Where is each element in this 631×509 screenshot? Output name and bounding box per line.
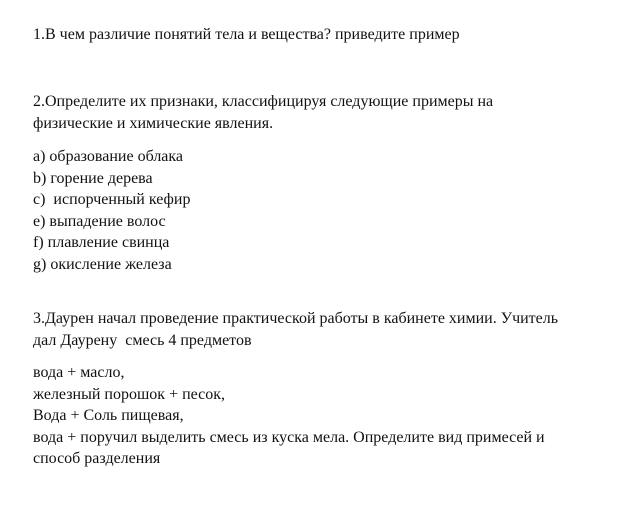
list-item: железный порошок + песок, <box>33 385 226 403</box>
list-item: вода + поручил выделить смесь из куска мела. Определите вид примесей и <box>33 428 545 446</box>
list-item: g) окисление железа <box>33 255 172 273</box>
list-item: c) испорченный кефир <box>33 191 191 208</box>
question-1-text: 1.В чем различие понятий тела и вещества? приведите пример <box>33 26 460 43</box>
list-item: f) плавление свинца <box>33 234 170 251</box>
list-item: Вода + Соль пищевая, <box>33 407 184 424</box>
question-3-line-2: дал Даурену смесь 4 предметов <box>33 332 252 349</box>
question-2-line-2: физические и химические явления. <box>33 115 274 132</box>
question-3-mixtures-list <box>33 362 545 470</box>
question-2-examples-list <box>33 146 190 275</box>
list-item: вода + масло, <box>33 364 125 381</box>
list-item: b) горение дерева <box>33 169 153 187</box>
question-3-line-1: 3.Даурен начал проведение практической работы в кабинете химии. Учитель <box>33 310 559 327</box>
question-2-line-1: 2.Определите их признаки, классифицируя следующие примеры на <box>33 93 494 110</box>
list-item: a) образование облака <box>33 148 184 165</box>
list-item: e) выпадение волос <box>33 212 166 230</box>
list-item: способ разделения <box>33 450 161 467</box>
